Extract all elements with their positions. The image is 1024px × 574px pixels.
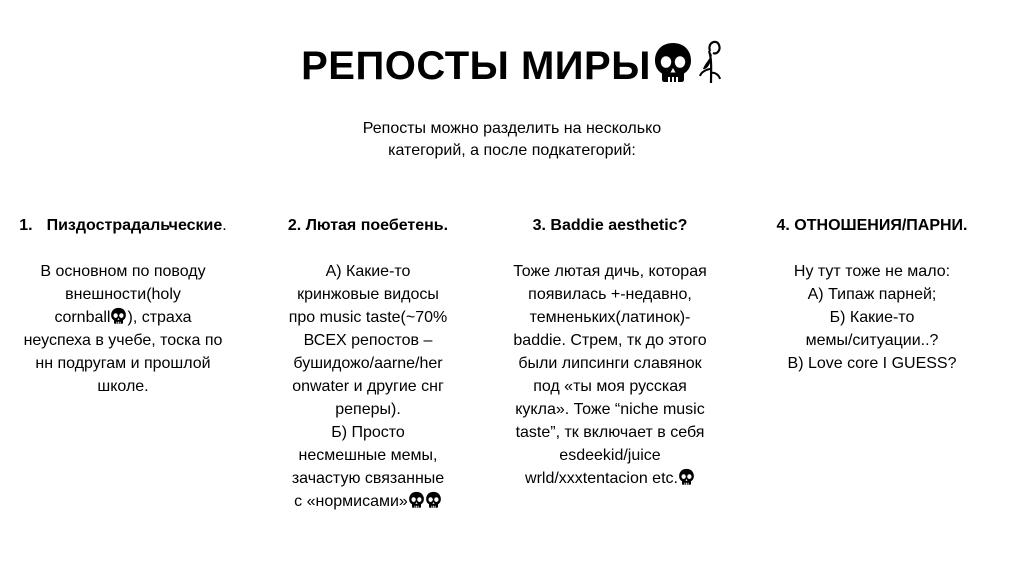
- column-2-line: бушидожо/aarne/her: [293, 355, 443, 372]
- column-3-line: кукла». Тоже “niche music: [515, 401, 705, 418]
- column-2-line: onwater и другие снг: [292, 378, 444, 395]
- column-3-line-part: wrld/xxxtentacion etc.: [525, 470, 678, 487]
- column-1-heading-suffix: .: [222, 217, 227, 234]
- intro-text: Репосты можно разделить на несколько категорий, а после подкатегорий:: [362, 120, 662, 159]
- column-3-line: esdeekid/juice: [559, 447, 661, 464]
- column-1-line-part: cornball: [54, 309, 111, 326]
- column-2-line: [258, 490, 478, 513]
- column-2-line: про music taste(~70%: [288, 309, 448, 326]
- column-3-line: появилась +-недавно,: [528, 286, 692, 303]
- column-1-line: [12, 306, 234, 329]
- column-3-line: были липсинги славянок: [518, 355, 702, 372]
- column-2: [258, 214, 478, 513]
- column-3-line: под «ты моя русская: [533, 378, 687, 395]
- column-4-line: В) Love core I GUESS?: [787, 355, 957, 372]
- wilted-flower-icon: [695, 39, 723, 85]
- column-4-heading: 4. ОТНОШЕНИЯ/ПАРНИ.: [776, 217, 968, 234]
- column-4-line: А) Типаж парней;: [807, 286, 937, 303]
- column-2-line: зачастую связанные: [291, 470, 445, 487]
- skull-icon: [653, 41, 693, 85]
- column-3-line: Тоже лютая дичь, которая: [513, 263, 707, 280]
- column-1-line: нн подругам и прошлой: [35, 355, 211, 372]
- skull-icon: [678, 468, 695, 486]
- column-1-heading-text: Пиздострадальческие: [46, 217, 223, 234]
- column-3-line: [488, 467, 732, 490]
- column-2-line: реперы).: [335, 401, 401, 418]
- column-1-number: 1.: [19, 217, 33, 234]
- column-4-line: мемы/ситуации..?: [805, 332, 939, 349]
- column-2-line: Б) Просто: [331, 424, 405, 441]
- column-2-line: А) Какие-то: [325, 263, 411, 280]
- column-3-line: taste”, тк включает в себя: [515, 424, 705, 441]
- skull-icon: [110, 307, 127, 325]
- column-1-line: неуспеха в учебе, тоска по: [23, 332, 223, 349]
- column-1-heading: [12, 214, 234, 237]
- column-4-line: Ну тут тоже не мало:: [793, 263, 951, 280]
- column-2-line: ВСЕХ репостов –: [303, 332, 433, 349]
- column-2-line-part: с «нормисами»: [294, 493, 408, 510]
- column-1: [12, 214, 234, 398]
- skull-icon: [408, 491, 425, 509]
- column-2-line: кринжовые видосы: [297, 286, 439, 303]
- column-3-line: baddie. Стрем, тк до этого: [513, 332, 707, 349]
- column-3-line: темненьких(латинок)-: [529, 309, 691, 326]
- title-text: РЕПОСТЫ МИРЫ: [301, 44, 651, 88]
- skull-icon: [425, 491, 442, 509]
- column-2-heading: 2. Лютая поебетень.: [287, 217, 449, 234]
- column-2-line: несмешные мемы,: [298, 447, 438, 464]
- column-4: [752, 214, 992, 375]
- column-3-heading: 3. Baddie aesthetic?: [532, 217, 688, 234]
- column-1-line: школе.: [97, 378, 149, 395]
- column-3: [488, 214, 732, 490]
- page-title: [0, 38, 1024, 94]
- column-4-line: Б) Какие-то: [829, 309, 915, 326]
- column-1-line: В основном по поводу: [40, 263, 206, 280]
- column-1-line: внешности(holy: [65, 286, 181, 303]
- column-1-line-part: ), страха: [127, 309, 192, 326]
